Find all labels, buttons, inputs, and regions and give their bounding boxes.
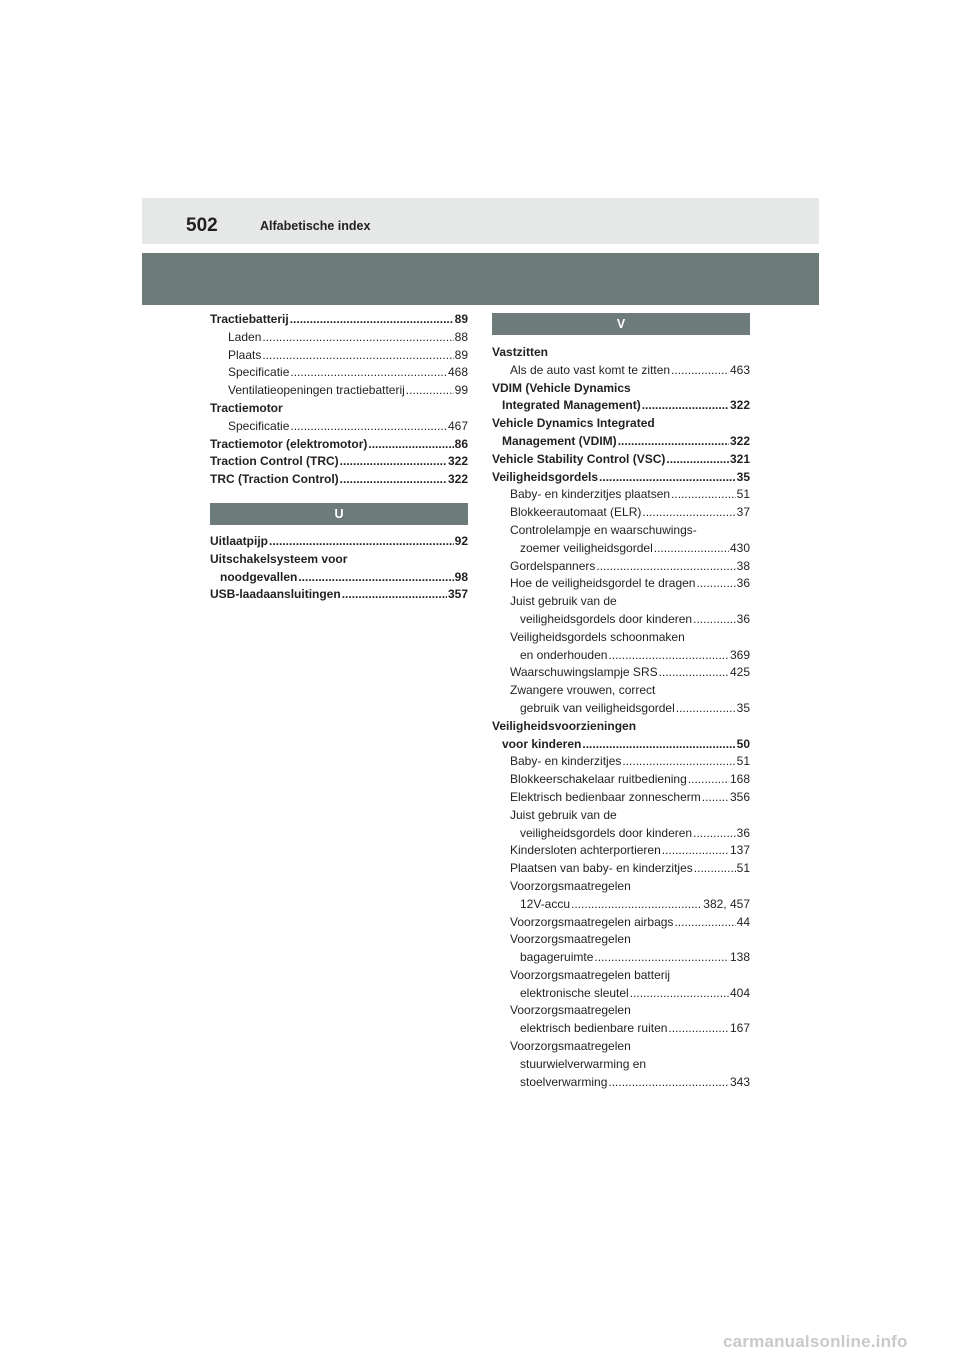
index-entry	[210, 551, 468, 569]
index-entry	[492, 522, 750, 540]
entry-term: Vastzitten	[492, 345, 549, 359]
entry-page: 37	[736, 505, 750, 520]
index-entry	[210, 400, 468, 418]
index-entry	[492, 540, 750, 558]
entry-term: Vehicle Stability Control (VSC)	[492, 451, 666, 466]
index-entry	[492, 664, 750, 682]
entry-term: Uitschakelsysteem voor	[210, 551, 348, 566]
entry-term: Hoe de veiligheidsgordel te dragen	[510, 576, 696, 591]
entry-term: Voorzorgsmaatregelen airbags	[510, 914, 674, 929]
dot-leader	[693, 611, 736, 629]
dot-leader	[596, 558, 735, 576]
dot-leader	[599, 469, 736, 487]
entry-page: 369	[729, 647, 750, 662]
entry-page: 92	[454, 533, 468, 548]
entry-page: 468	[447, 365, 468, 380]
dot-leader	[342, 586, 447, 604]
index-entry	[210, 364, 468, 382]
index-entry	[210, 311, 468, 329]
entry-term: Waarschuwingslampje SRS	[510, 665, 658, 680]
dot-leader	[290, 364, 447, 382]
entry-page: 36	[736, 611, 750, 626]
dot-leader	[582, 736, 735, 754]
dot-leader	[688, 771, 729, 789]
entry-page: 322	[447, 472, 468, 487]
entry-page: 36	[736, 576, 750, 591]
index-entry	[492, 433, 750, 451]
entry-term: noodgevallen	[220, 569, 298, 584]
index-entry	[210, 586, 468, 604]
entry-page: 430	[729, 540, 750, 555]
index-entry	[492, 451, 750, 469]
entry-page: 88	[454, 329, 468, 344]
entry-term: Als de auto vast komt te zitten	[510, 362, 671, 377]
entry-page: 356	[729, 789, 750, 804]
dot-leader	[618, 433, 729, 451]
entry-term: VDIM (Vehicle Dynamics	[492, 380, 631, 395]
dot-leader	[642, 504, 735, 522]
entry-page: 38	[736, 558, 750, 573]
entry-term: stoelverwarming	[520, 1074, 608, 1089]
dot-leader	[674, 914, 735, 932]
entry-page: 467	[447, 418, 468, 433]
dot-leader	[668, 1020, 729, 1038]
entry-term: Tractiemotor	[210, 400, 283, 415]
entry-term: Veiligheidsvoorzieningen	[492, 718, 637, 733]
dot-leader	[630, 985, 729, 1003]
index-entry	[492, 949, 750, 967]
entry-term: Uitlaatpijp	[210, 533, 269, 548]
dot-leader	[594, 949, 729, 967]
entry-term: en onderhouden	[520, 647, 608, 662]
index-entry	[210, 347, 468, 365]
dot-leader	[298, 569, 453, 587]
index-entry	[492, 1074, 750, 1092]
dot-leader	[608, 647, 729, 665]
entry-page: 35	[736, 469, 750, 484]
entry-page: 51	[736, 861, 750, 876]
index-entry	[492, 1038, 750, 1056]
entry-page: 89	[454, 312, 468, 326]
entry-term: Blokkeerschakelaar ruitbediening	[510, 772, 687, 787]
entry-page: 50	[736, 736, 750, 751]
dot-leader	[696, 575, 735, 593]
entry-page: 322	[729, 398, 750, 413]
entry-term: USB-laadaansluitingen	[210, 587, 341, 602]
dot-leader	[290, 311, 454, 329]
entry-term: Veiligheidsgordels	[492, 469, 599, 484]
index-entry	[492, 1020, 750, 1038]
index-entry	[492, 914, 750, 932]
entry-term: Plaatsen van baby- en kinderzitjes	[510, 861, 693, 876]
index-entry	[492, 736, 750, 754]
entry-term: gebruik van veiligheidsgordel	[520, 700, 675, 715]
dot-leader	[671, 486, 736, 504]
entry-term: Voorzorgsmaatregelen	[510, 878, 631, 893]
entry-term: Baby- en kinderzitjes plaatsen	[510, 487, 671, 502]
dot-leader	[702, 789, 729, 807]
dot-leader	[262, 347, 453, 365]
entry-term: Management (VDIM)	[502, 433, 617, 448]
letter-heading-u: U	[210, 503, 468, 525]
entry-term: Voorzorgsmaatregelen	[510, 1039, 631, 1054]
entry-page: 404	[729, 985, 750, 1000]
dot-leader	[269, 533, 454, 551]
entry-page: 167	[729, 1021, 750, 1036]
index-entry	[492, 860, 750, 878]
index-entry	[210, 569, 468, 587]
index-entry	[492, 700, 750, 718]
index-entry	[492, 753, 750, 771]
letter-heading-v: V	[492, 313, 750, 335]
index-entry	[492, 789, 750, 807]
index-entry	[492, 842, 750, 860]
entry-term: Voorzorgsmaatregelen	[510, 932, 631, 947]
index-entry	[492, 380, 750, 398]
entry-term: Baby- en kinderzitjes	[510, 754, 622, 769]
entry-page: 322	[729, 433, 750, 448]
entry-page: 51	[736, 487, 750, 502]
dot-leader	[642, 397, 729, 415]
entry-term: Voorzorgsmaatregelen	[510, 1003, 631, 1018]
dot-leader	[290, 418, 447, 436]
entry-term: 12V-accu	[520, 896, 571, 911]
index-entry	[492, 878, 750, 896]
entry-term: Kindersloten achterportieren	[510, 843, 661, 858]
dot-leader	[622, 753, 735, 771]
entry-term: Tractiebatterij	[210, 312, 289, 326]
watermark-text: carmanualsonline.info	[723, 1332, 908, 1351]
index-entry	[492, 718, 750, 736]
dot-leader	[659, 664, 729, 682]
index-entry	[492, 1056, 750, 1074]
index-entry	[210, 471, 468, 489]
dot-leader	[676, 700, 736, 718]
dot-leader	[666, 451, 729, 469]
dot-leader	[340, 453, 447, 471]
entry-term: bagageruimte	[520, 950, 594, 965]
entry-term: Voorzorgsmaatregelen batterij	[510, 967, 671, 982]
index-column-left	[210, 311, 468, 604]
header-bar	[142, 198, 819, 244]
dot-leader	[671, 362, 729, 380]
entry-page: 51	[736, 754, 750, 769]
entry-term: Gordelspanners	[510, 558, 596, 573]
entry-term: zoemer veiligheidsgordel	[520, 540, 653, 555]
entry-page: 98	[454, 569, 468, 584]
entry-term: Integrated Management)	[502, 398, 641, 413]
entry-page: 44	[736, 914, 750, 929]
index-entry	[210, 382, 468, 400]
entry-term: TRC (Traction Control)	[210, 472, 339, 487]
index-entry	[492, 647, 750, 665]
entry-page: 382, 457	[703, 896, 750, 911]
dot-leader	[368, 436, 453, 454]
entry-term: veiligheidsgordels door kinderen	[520, 825, 693, 840]
index-entry	[492, 896, 750, 914]
entry-term: voor kinderen	[502, 736, 582, 751]
entry-term: elektrisch bedienbare ruiten	[520, 1021, 668, 1036]
index-entry	[492, 575, 750, 593]
index-entry	[492, 415, 750, 433]
entry-term: Juist gebruik van de	[510, 594, 617, 609]
entry-page: 35	[736, 700, 750, 715]
index-entry	[492, 504, 750, 522]
dot-leader	[693, 825, 736, 843]
index-entry	[492, 807, 750, 825]
index-column-right	[492, 313, 750, 1091]
index-entry	[492, 967, 750, 985]
entry-term: Zwangere vrouwen, correct	[510, 683, 656, 698]
entry-page: 322	[447, 454, 468, 469]
index-entry	[210, 418, 468, 436]
index-entry	[492, 1002, 750, 1020]
index-entry	[492, 985, 750, 1003]
index-entry	[492, 558, 750, 576]
index-entry	[492, 682, 750, 700]
dot-leader	[654, 540, 729, 558]
index-entry	[492, 931, 750, 949]
index-entry	[210, 436, 468, 454]
entry-term: Elektrisch bedienbaar zonnescherm	[510, 789, 701, 804]
dot-leader	[662, 842, 729, 860]
entry-page: 99	[454, 383, 468, 398]
entry-term: Tractiemotor (elektromotor)	[210, 436, 368, 451]
dot-leader	[340, 471, 447, 489]
index-entry	[210, 533, 468, 551]
index-entry	[492, 825, 750, 843]
header-band	[142, 253, 819, 305]
entry-page: 463	[729, 362, 750, 377]
entry-term: Juist gebruik van de	[510, 807, 617, 822]
page-number: 502	[186, 215, 218, 236]
index-group-t	[210, 311, 468, 489]
index-group-u	[210, 533, 468, 604]
entry-page: 357	[447, 587, 468, 602]
index-entry	[492, 486, 750, 504]
entry-page: 168	[729, 772, 750, 787]
dot-leader	[694, 860, 736, 878]
dot-leader	[571, 896, 702, 914]
index-entry	[492, 771, 750, 789]
entry-term: Plaats	[228, 347, 262, 362]
dot-leader	[608, 1074, 729, 1092]
index-entry	[210, 453, 468, 471]
entry-term: Ventilatieopeningen tractiebatterij	[228, 383, 405, 398]
dot-leader	[406, 382, 454, 400]
entry-term: Blokkeerautomaat (ELR)	[510, 505, 642, 520]
index-entry	[210, 329, 468, 347]
entry-term: Specificatie	[228, 418, 290, 433]
entry-term: Controlelampje en waarschuwings-	[510, 522, 697, 537]
index-entry	[492, 344, 750, 362]
index-entry	[492, 593, 750, 611]
section-title: Alfabetische index	[260, 219, 371, 233]
index-entry	[492, 469, 750, 487]
entry-page: 89	[454, 347, 468, 362]
entry-term: Vehicle Dynamics Integrated	[492, 416, 655, 431]
entry-term: veiligheidsgordels door kinderen	[520, 611, 693, 626]
entry-term: elektronische sleutel	[520, 985, 629, 1000]
entry-term: Traction Control (TRC)	[210, 454, 339, 469]
index-entry	[492, 611, 750, 629]
entry-page: 137	[729, 843, 750, 858]
entry-term: Veiligheidsgordels schoonmaken	[510, 629, 685, 644]
entry-page: 138	[729, 950, 750, 965]
index-entry	[492, 629, 750, 647]
index-entry	[492, 397, 750, 415]
index-entry	[492, 362, 750, 380]
entry-term: Specificatie	[228, 365, 290, 380]
entry-term: Laden	[228, 329, 262, 344]
entry-page: 343	[729, 1074, 750, 1089]
index-group-v	[492, 344, 750, 1091]
entry-page: 321	[729, 451, 750, 466]
dot-leader	[262, 329, 453, 347]
entry-page: 36	[736, 825, 750, 840]
entry-term: stuurwielverwarming en	[520, 1056, 647, 1071]
entry-page: 86	[454, 436, 468, 451]
entry-page: 425	[729, 665, 750, 680]
